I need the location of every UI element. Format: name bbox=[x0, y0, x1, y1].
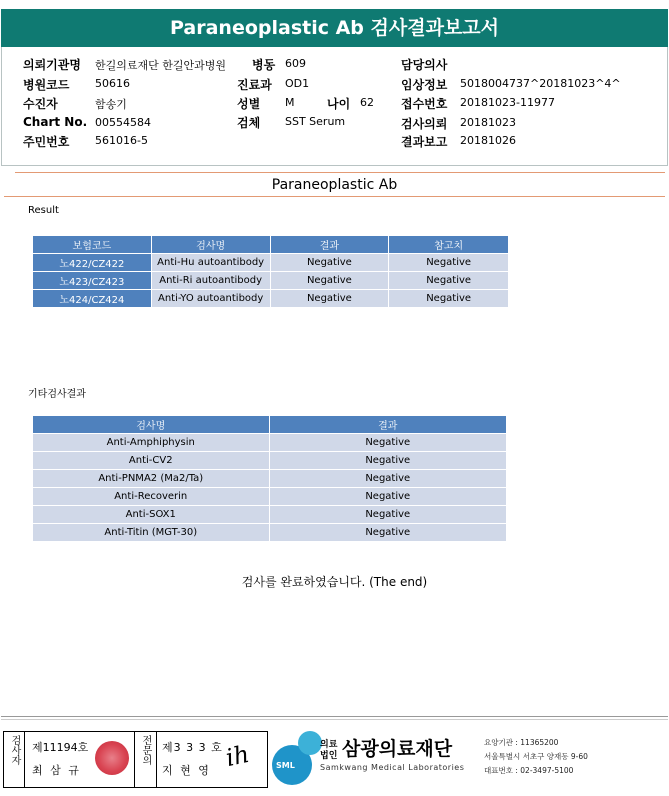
sex-value: M bbox=[285, 96, 295, 109]
header-test-name: 검사명 bbox=[151, 236, 270, 254]
table-row bbox=[33, 524, 507, 542]
footer-divider bbox=[1, 716, 668, 717]
test-result: Negative bbox=[270, 254, 389, 272]
other-results-label: 기타검사결과 bbox=[28, 389, 86, 400]
test-name: Anti-Ri autoantibody bbox=[151, 272, 270, 290]
dept-value: OD1 bbox=[285, 77, 310, 90]
insurance-code: 노422/CZ422 bbox=[33, 254, 152, 272]
reference-value: Negative bbox=[389, 290, 509, 308]
logo-prefix-top: 의료 bbox=[320, 740, 338, 750]
section-divider-top bbox=[15, 172, 665, 173]
table-row bbox=[33, 470, 507, 488]
test-result: Negative bbox=[269, 434, 506, 452]
report-date-value: 20181026 bbox=[460, 134, 516, 147]
test-result: Negative bbox=[270, 272, 389, 290]
clinical-value: 5018004737^20181023^4^ bbox=[460, 77, 621, 90]
table-row bbox=[33, 434, 507, 452]
receipt-label: 접수번호 bbox=[401, 97, 448, 111]
header-result: 결과 bbox=[270, 236, 389, 254]
result-table-header bbox=[33, 236, 509, 254]
clinical-label: 임상정보 bbox=[401, 78, 448, 92]
inspector-label: 검사자 bbox=[9, 735, 20, 765]
test-name: Anti-SOX1 bbox=[33, 506, 270, 524]
signature-box-divider bbox=[24, 731, 25, 787]
signature-box-divider bbox=[156, 731, 157, 787]
test-name: Anti-Hu autoantibody bbox=[151, 254, 270, 272]
patient-label: 수진자 bbox=[23, 97, 58, 111]
result-table bbox=[32, 235, 509, 308]
inspector-license: 제11194호 bbox=[32, 741, 89, 754]
age-label: 나이 bbox=[327, 97, 351, 111]
other-table-header bbox=[33, 416, 507, 434]
reference-value: Negative bbox=[389, 272, 509, 290]
test-result: Negative bbox=[269, 506, 506, 524]
test-name: Anti-CV2 bbox=[33, 452, 270, 470]
header-test-name: 검사명 bbox=[33, 416, 270, 434]
test-result: Negative bbox=[270, 290, 389, 308]
table-row bbox=[33, 272, 509, 290]
insurance-code: 노423/CZ423 bbox=[33, 272, 152, 290]
table-row bbox=[33, 452, 507, 470]
chart-label: Chart No. bbox=[23, 115, 88, 129]
official-seal bbox=[95, 741, 129, 775]
id-value: 561016-5 bbox=[95, 134, 148, 147]
section-title: Paraneoplastic Ab bbox=[271, 177, 398, 193]
table-row bbox=[33, 254, 509, 272]
address: 서울특별시 서초구 양재동 9-60 bbox=[484, 752, 588, 761]
test-name: Anti-Titin (MGT-30) bbox=[33, 524, 270, 542]
test-name: Anti-YO autoantibody bbox=[151, 290, 270, 308]
receipt-value: 20181023-11977 bbox=[460, 96, 555, 109]
doctor-label: 담당의사 bbox=[401, 58, 448, 72]
section-divider-bottom bbox=[4, 196, 665, 197]
sex-label: 성별 bbox=[237, 97, 261, 111]
frame-bottom-border bbox=[1, 165, 668, 166]
logo-dot-icon bbox=[298, 731, 322, 755]
report-title: Paraneoplastic Ab 검사결과보고서 bbox=[1, 9, 668, 47]
specimen-value: SST Serum bbox=[285, 115, 346, 128]
footer-divider-second bbox=[1, 719, 668, 720]
logo-prefix-bottom: 법인 bbox=[320, 751, 338, 761]
end-note: 검사를 완료하였습니다. (The end) bbox=[241, 575, 428, 589]
test-name: Anti-Recoverin bbox=[33, 488, 270, 506]
logo-name: 삼광의료재단 bbox=[342, 738, 453, 760]
hospital-code-label: 병원코드 bbox=[23, 78, 70, 92]
institution-value: 한길의료재단 한길안과병원 bbox=[95, 59, 227, 72]
other-results-table bbox=[32, 415, 507, 542]
institution-code: 요양기관 : 11365200 bbox=[484, 738, 559, 747]
ward-value: 609 bbox=[285, 57, 306, 70]
insurance-code: 노424/CZ424 bbox=[33, 290, 152, 308]
header-reference: 참고치 bbox=[389, 236, 509, 254]
specialist-license: 제3 3 3 호 bbox=[162, 741, 223, 754]
signature: ih bbox=[223, 739, 252, 773]
specialist-name: 지 현 영 bbox=[162, 764, 211, 777]
age-value: 62 bbox=[360, 96, 374, 109]
test-name: Anti-Amphiphysin bbox=[33, 434, 270, 452]
logo-subtitle: Samkwang Medical Laboratories bbox=[320, 763, 465, 772]
hospital-code-value: 50616 bbox=[95, 77, 130, 90]
ward-label: 병동 bbox=[252, 58, 276, 72]
inspector-name: 최 삼 규 bbox=[32, 764, 81, 777]
table-row bbox=[33, 506, 507, 524]
id-label: 주민번호 bbox=[23, 135, 70, 149]
logo-mark-text: SML bbox=[276, 761, 295, 770]
specialist-label: 전문의 bbox=[140, 735, 151, 765]
frame-right-border bbox=[667, 47, 668, 166]
test-result: Negative bbox=[269, 452, 506, 470]
institution-label: 의뢰기관명 bbox=[23, 58, 81, 72]
reference-value: Negative bbox=[389, 254, 509, 272]
signature-box-divider bbox=[134, 731, 135, 787]
request-value: 20181023 bbox=[460, 116, 516, 129]
result-label: Result bbox=[28, 205, 59, 216]
header-insurance-code: 보험코드 bbox=[33, 236, 152, 254]
test-name: Anti-PNMA2 (Ma2/Ta) bbox=[33, 470, 270, 488]
test-result: Negative bbox=[269, 470, 506, 488]
dept-label: 진료과 bbox=[237, 78, 272, 92]
patient-value: 함송기 bbox=[95, 98, 127, 111]
header-result: 결과 bbox=[269, 416, 506, 434]
frame-left-border bbox=[1, 47, 2, 166]
table-row bbox=[33, 290, 509, 308]
chart-value: 00554584 bbox=[95, 116, 151, 129]
table-row bbox=[33, 488, 507, 506]
test-result: Negative bbox=[269, 524, 506, 542]
report-date-label: 결과보고 bbox=[401, 135, 448, 149]
test-result: Negative bbox=[269, 488, 506, 506]
request-label: 검사의뢰 bbox=[401, 117, 448, 131]
specimen-label: 검체 bbox=[237, 116, 261, 130]
phone-number: 대표번호 : 02-3497-5100 bbox=[484, 766, 574, 775]
